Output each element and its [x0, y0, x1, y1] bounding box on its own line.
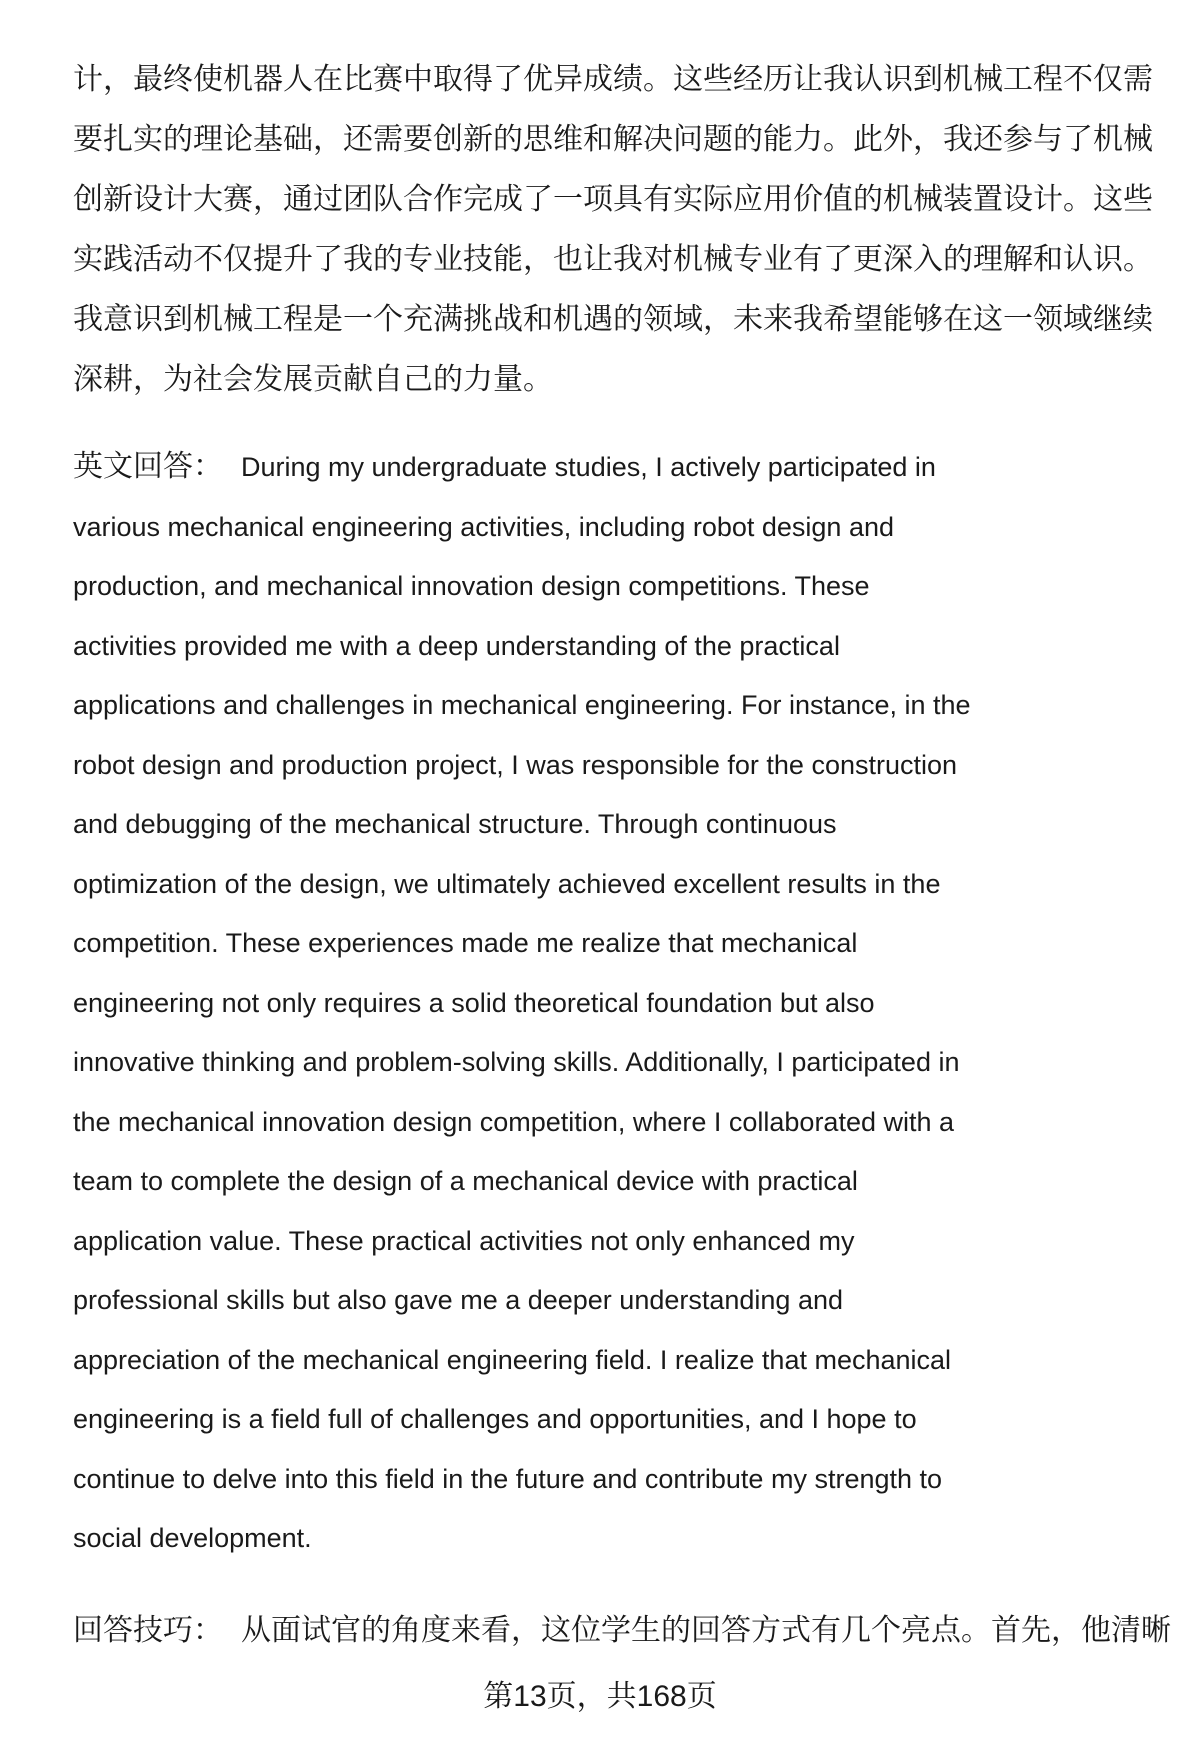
page-indicator: 第13页，共168页	[483, 1680, 717, 1713]
text-line: 计，最终使机器人在比赛中取得了优异成绩。这些经历让我认识到机械工程不仅需	[73, 63, 1153, 96]
text-line: engineering not only requires a solid theoretical foundation but also	[73, 988, 875, 1018]
text-line: 创新设计大赛，通过团队合作完成了一项具有实际应用价值的机械装置设计。这些	[73, 183, 1153, 216]
text-line: 要扎实的理论基础，还需要创新的思维和解决问题的能力。此外，我还参与了机械	[73, 123, 1153, 156]
text-line: and debugging of the mechanical structure. Through continuous	[73, 809, 837, 839]
text-line: 深耕，为社会发展贡献自己的力量。	[73, 363, 553, 396]
text-line	[73, 447, 936, 487]
answer-tips-text: 从面试官的角度来看，这位学生的回答方式有几个亮点。首先，他清晰	[241, 1614, 1171, 1647]
text-line: professional skills but also gave me a deeper understanding and	[73, 1285, 843, 1315]
text-line: innovative thinking and problem-solving skills. Additionally, I participated in	[73, 1047, 960, 1077]
text-line: activities provided me with a deep understanding of the practical	[73, 631, 840, 661]
text-line: social development.	[73, 1523, 312, 1553]
text-line: 我意识到机械工程是一个充满挑战和机遇的领域，未来我希望能够在这一领域继续	[73, 303, 1153, 336]
english-answer-label: 英文回答：	[73, 450, 223, 483]
text-line: the mechanical innovation design competition, where I collaborated with a	[73, 1107, 955, 1137]
text-line: 实践活动不仅提升了我的专业技能，也让我对机械专业有了更深入的理解和认识。	[73, 243, 1153, 276]
answer-tips	[73, 1611, 1171, 1651]
text-line: team to complete the design of a mechanical device with practical	[73, 1166, 858, 1196]
text-line: engineering is a field full of challenges and opportunities, and I hope to	[73, 1404, 917, 1434]
text-line: appreciation of the mechanical engineering field. I realize that mechanical	[73, 1345, 952, 1375]
text-line: various mechanical engineering activities, including robot design and	[73, 512, 894, 542]
answer-tips-label: 回答技巧：	[73, 1614, 223, 1647]
text-line: competition. These experiences made me realize that mechanical	[73, 928, 858, 958]
text-line: robot design and production project, I was responsible for the construction	[73, 750, 958, 780]
text-line-content: During my undergraduate studies, I actively participated in	[241, 452, 936, 482]
text-line: applications and challenges in mechanical engineering. For instance, in the	[73, 690, 971, 720]
text-line: continue to delve into this field in the future and contribute my strength to	[73, 1464, 943, 1494]
text-line: production, and mechanical innovation design competitions. These	[73, 571, 870, 601]
text-line: optimization of the design, we ultimately achieved excellent results in the	[73, 869, 941, 899]
text-line: application value. These practical activities not only enhanced my	[73, 1226, 855, 1256]
